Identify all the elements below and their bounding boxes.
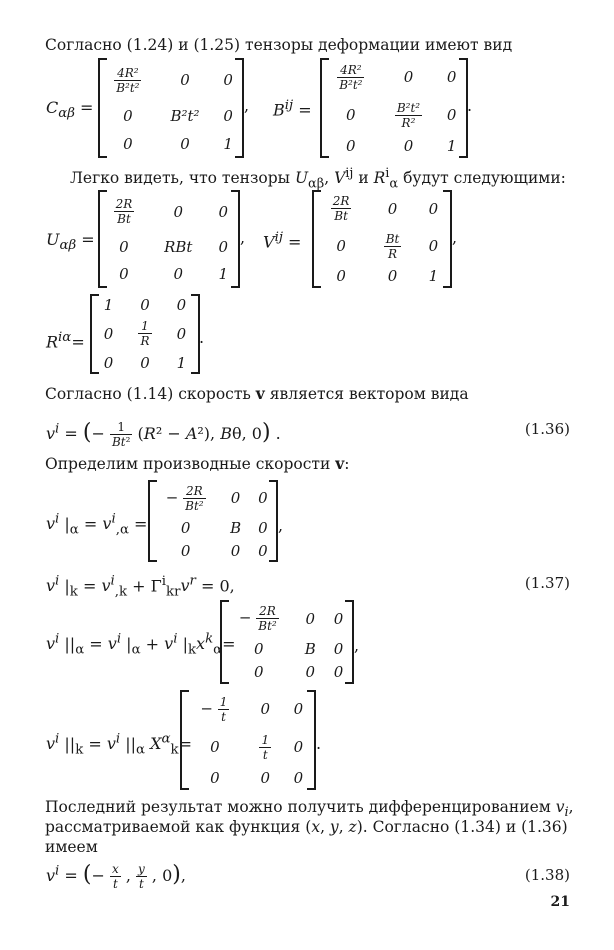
label-B: $B^{ij}$ = xyxy=(273,98,312,120)
matrix-M3: − $\frac{1}{t}$ 0 0 0 $\frac{1}{t}$ 0 0 0 0 xyxy=(180,690,316,790)
tag-136: (1.36) xyxy=(524,420,570,438)
matrix-C: $\frac{\text{4R²}}{\text{B²t²}}$ 0 0 0 B²t² 0 0 0 1 xyxy=(98,58,244,158)
eq-136: $v^i$ = (− $\frac{1}{\text{Bt²}}$ (R² − A²), Bθ, 0) . xyxy=(46,420,281,449)
eq-v-alpha-double: $v^i$ $||_\alpha = v^i$ $|_\alpha + v^i$ $|_kx^k_\alpha=$ xyxy=(46,632,236,658)
text-line-2: Легко видеть, что тензоры $U_{\alpha\beta}$, $V^{ij}$ и $R^i_\alpha$ будут следующими: xyxy=(70,166,566,192)
label-U: $U_{\alpha\beta}$ = xyxy=(46,230,95,254)
text-line-6: рассматриваемой как функция (x, y, z). Согласно (1.34) и (1.36) xyxy=(45,818,568,836)
tag-138: (1.38) xyxy=(524,866,570,884)
text-line-5: Последний результат можно получить дифференцированием $v_i$, xyxy=(45,798,574,821)
matrix-V: $\frac{2R}{Bt}$ 0 0 0 $\frac{Bt}{R}$ 0 0 0 1 xyxy=(312,190,452,288)
label-R: $R^{i\alpha}=$ xyxy=(46,330,85,352)
matrix-U: $\frac{2R}{Bt}$ 0 0 0 RBt 0 0 0 1 xyxy=(98,190,240,288)
tag-137: (1.37) xyxy=(524,574,570,592)
eq-138: $v^i$ = (− $\frac{x}{t}$ , $\frac{y}{t}$ , 0), xyxy=(46,862,186,891)
label-V: $V^{ij}$ = xyxy=(263,230,302,252)
matrix-R: 1 0 0 0 $\frac{1}{R}$ 0 0 0 1 xyxy=(90,294,200,374)
matrix-M1: − $\frac{2R}{\text{Bt²}}$ 0 0 0 B 0 0 0 0 xyxy=(148,480,278,562)
page-number: 21 xyxy=(550,894,570,910)
text-line-3: Согласно (1.14) скорость v является вектором вида xyxy=(45,384,469,403)
text-line-1: Согласно (1.24) и (1.25) тензоры деформации имеют вид xyxy=(45,36,513,54)
matrix-M2: − $\frac{2R}{\text{Bt²}}$ 0 0 0 B 0 0 0 0 xyxy=(220,600,354,684)
text-line-7: имеем xyxy=(45,838,98,856)
eq-v-k-double: $v^i$ $||_k = v^i$ $||_\alpha$ $X^\alpha_k=$ xyxy=(46,732,193,758)
matrix-B: $\frac{\text{4R²}}{\text{B²t²}}$ 0 0 0 $\frac{\text{B²t²}}{\text{R²}}$ 0 0 0 1 xyxy=(320,58,468,158)
eq-137: $v^i$ $|_k = v^i_{,k} + \Gamma^i_{kr}v^r = 0$, xyxy=(46,574,235,600)
text-line-4: Определим производные скорости v: xyxy=(45,454,350,473)
label-C: $C_{\alpha\beta}$ = xyxy=(46,98,94,122)
eq-v-alpha: $v^i$ $|_\alpha = v^i_{,\alpha}$ = xyxy=(46,512,148,538)
